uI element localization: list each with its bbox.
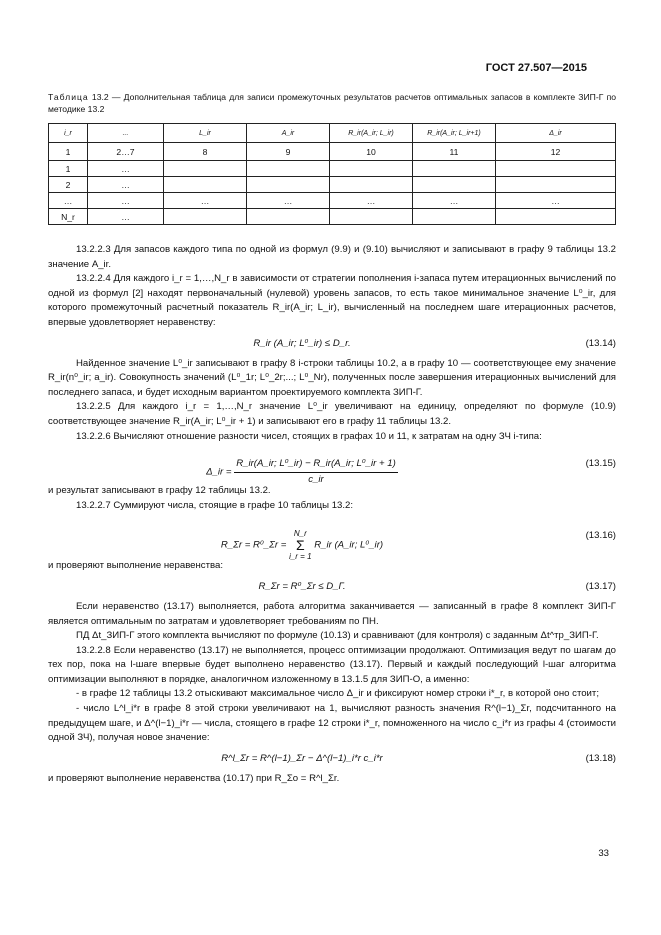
table-cell bbox=[164, 177, 247, 193]
table-column-numbers-row bbox=[49, 143, 616, 161]
table-row bbox=[49, 177, 616, 193]
table-cell bbox=[413, 161, 496, 177]
sum-operator bbox=[289, 529, 311, 561]
table-header-cell: R_ir(A_ir; L_ir) bbox=[330, 124, 413, 143]
table-cell: … bbox=[88, 193, 164, 209]
paragraph-13-2-2-8: 13.2.2.8 Если неравенство (13.17) не выполняется, процесс оптимизации продолжают. Оптимизация ведут по шагам до тех пор, пока на l-шаге впервые будет выполнено неравенство (13.17). Первый и каждый последующий l-шаг алгоритма оптимизации выполняют в порядке, аналогичном изложенному в 13.1.5 для ЗИП-О, а именно: bbox=[48, 644, 616, 685]
equation-formula: R_ir (A_ir; L⁰_ir) ≤ D_r. bbox=[253, 337, 351, 349]
equation-13-16 bbox=[48, 513, 616, 562]
table-cell: … bbox=[88, 161, 164, 177]
equation-13-17 bbox=[48, 574, 616, 600]
table-cell bbox=[413, 177, 496, 193]
paragraph-algorithm-end: Если неравенство (13.17) выполняется, работа алгоритма заканчивается — записанный в графе 8 комплект ЗИП-Г является оптимальным по затратам и удовлетворяет требованиям по ПН. bbox=[48, 600, 616, 627]
table-caption bbox=[48, 91, 616, 115]
table-header-row bbox=[49, 124, 616, 143]
table-cell bbox=[330, 209, 413, 225]
page-number: 33 bbox=[598, 848, 609, 859]
table-row bbox=[49, 193, 616, 209]
table-cell bbox=[496, 177, 616, 193]
table-cell: 10 bbox=[330, 143, 413, 161]
equation-13-18 bbox=[48, 746, 616, 772]
table-cell: N_r bbox=[49, 209, 88, 225]
paragraph-13-2-2-4: 13.2.2.4 Для каждого i_r = 1,…,N_r в зависимости от стратегии пополнения i-запаса путем итерационных вычислений по одной из формул [2] находят первоначальный (нулевой) уровень запасов, то есть такое минимальное значение L⁰_ir, для которого промежуточный расчетный показатель R_ir(A_ir; L_ir), вычисленный на последнем шаге итерационных расчетов, впервые удовлетворяет неравенству: bbox=[48, 273, 616, 328]
table-cell: 1 bbox=[49, 143, 88, 161]
sum-upper-limit: N_r bbox=[293, 529, 307, 539]
table-cell: … bbox=[49, 193, 88, 209]
table-cell: 2…7 bbox=[88, 143, 164, 161]
table-header-cell: R_ir(A_ir; L_ir+1) bbox=[413, 124, 496, 143]
equation-number: (13.14) bbox=[585, 337, 616, 349]
paragraph-13-2-2-5: 13.2.2.5 Для каждого i_r = 1,…,N_r значение L⁰_ir увеличивают на единицу, определяют по формуле (10.9) соответствующее значение R_ir(A_ir; L⁰_ir + 1) и записывают его в графу 11 таблицы 13.2. bbox=[48, 401, 616, 427]
table-row bbox=[49, 161, 616, 177]
paragraph-step-max: - в графе 12 таблицы 13.2 отыскивают максимальное число Δ_ir и фиксируют номер строки i*_r, в которой оно стоит; bbox=[76, 688, 599, 700]
equation-formula: R_Σr = R⁰_Σr ≤ D_Г. bbox=[258, 580, 346, 592]
table-cell: … bbox=[413, 193, 496, 209]
table-cell: 2 bbox=[49, 177, 88, 193]
table-cell bbox=[164, 161, 247, 177]
paragraph-pd-check: ПД Δt_ЗИП-Г этого комплекта вычисляют по формуле (10.13) и сравнивают (для контроля) с заданным Δt^тр_ЗИП-Г. bbox=[76, 630, 599, 642]
equation-number: (13.15) bbox=[585, 458, 616, 470]
equation-formula: R^l_Σr = R^(l−1)_Σr − Δ^(l−1)_i*r c_i*r bbox=[221, 752, 383, 764]
paragraph-step-increment: - число L^l_i*r в графе 8 этой строки увеличивают на 1, вычисляют разность значения R^(l−1)_Σr, подсчитанного на предыдущем шаге, и Δ^(l−1)_i*r — числа, стоящего в графе 12 строки i*_r, помноженного на число c_i*r из графы 4 (стоимости одной ЗЧ), получая новое значение: bbox=[48, 703, 616, 744]
table-cell bbox=[164, 209, 247, 225]
table-cell bbox=[330, 161, 413, 177]
equation-number: (13.16) bbox=[585, 530, 616, 542]
equation-13-14 bbox=[48, 331, 616, 357]
sum-lower-limit: i_r = 1 bbox=[289, 552, 312, 562]
fraction-denominator: c_ir bbox=[308, 473, 324, 485]
table-caption-text: 13.2 — Дополнительная таблица для записи промежуточных результатов расчетов оптимальных запасов в комплекте ЗИП-Г по методике 13.2 bbox=[48, 92, 617, 114]
paragraph-check-inequality: и проверяют выполнение неравенства: bbox=[48, 560, 223, 572]
table-cell: 9 bbox=[247, 143, 330, 161]
equation-number: (13.18) bbox=[585, 752, 616, 764]
table-cell bbox=[496, 161, 616, 177]
table-cell: … bbox=[88, 177, 164, 193]
standard-header: ГОСТ 27.507—2015 bbox=[485, 62, 587, 74]
paragraph-13-2-2-3: 13.2.2.3 Для запасов каждого типа по одной из формул (9.9) и (9.10) вычисляют и записывают в графу 9 таблицы 13.2 значение A_ir. bbox=[48, 244, 616, 270]
equation-lhs: Δ_ir = bbox=[206, 466, 232, 478]
paragraph-found-value: Найденное значение L⁰_ir записывают в графу 8 i-строки таблицы 10.2, а в графу 10 — соответствующее ему значение R_ir(n⁰_ir; a_ir). Совокупность значений (L⁰_1r; L⁰_2r;...; L⁰_Nr), полученных после завершения итерационных вычислений для последнего запаса, и будет исходным вариантом проектируемого комплекта ЗИП-Г. bbox=[48, 357, 616, 398]
table-cell: 12 bbox=[496, 143, 616, 161]
equation-lhs: R_Σr = R⁰_Σr = bbox=[220, 539, 287, 551]
table-cell: 8 bbox=[164, 143, 247, 161]
table-cell: … bbox=[164, 193, 247, 209]
table-row bbox=[49, 209, 616, 225]
equation-number: (13.17) bbox=[585, 580, 616, 592]
table-cell bbox=[247, 209, 330, 225]
equation-13-15 bbox=[48, 444, 616, 484]
paragraph-check-10-17: и проверяют выполнение неравенства (10.17) при R_Σo = R^l_Σr. bbox=[48, 772, 340, 784]
paragraph-record-result: и результат записывают в графу 12 таблицы 13.2. bbox=[48, 485, 271, 497]
equation-rhs: R_ir (A_ir; L⁰_ir) bbox=[314, 539, 384, 551]
table-cell bbox=[247, 177, 330, 193]
table-cell: … bbox=[247, 193, 330, 209]
fraction-numerator: R_ir(A_ir; L⁰_ir) − R_ir(A_ir; L⁰_ir + 1) bbox=[234, 457, 398, 473]
table-header-cell: Δ_ir bbox=[496, 124, 616, 143]
table-cell: 1 bbox=[49, 161, 88, 177]
table-caption-label: Таблица bbox=[48, 92, 89, 102]
table-cell bbox=[496, 209, 616, 225]
table-header-cell: A_ir bbox=[247, 124, 330, 143]
table-cell: 11 bbox=[413, 143, 496, 161]
table-header-cell: i_r bbox=[49, 124, 88, 143]
fraction bbox=[234, 457, 398, 487]
table-cell: … bbox=[330, 193, 413, 209]
paragraph-13-2-2-7: 13.2.2.7 Суммируют числа, стоящие в графе 10 таблицы 13.2: bbox=[76, 499, 354, 511]
table-header-cell: ... bbox=[88, 124, 164, 143]
document-body bbox=[48, 243, 616, 786]
table-cell: … bbox=[496, 193, 616, 209]
table-cell: … bbox=[88, 209, 164, 225]
table-cell bbox=[247, 161, 330, 177]
sigma-icon: Σ bbox=[295, 537, 305, 554]
results-table bbox=[48, 123, 616, 225]
table-header-cell: L_ir bbox=[164, 124, 247, 143]
paragraph-13-2-2-6: 13.2.2.6 Вычисляют отношение разности чисел, стоящих в графах 10 и 11, к затратам на одну ЗЧ i-типа: bbox=[76, 430, 542, 442]
table-cell bbox=[330, 177, 413, 193]
table-cell bbox=[413, 209, 496, 225]
